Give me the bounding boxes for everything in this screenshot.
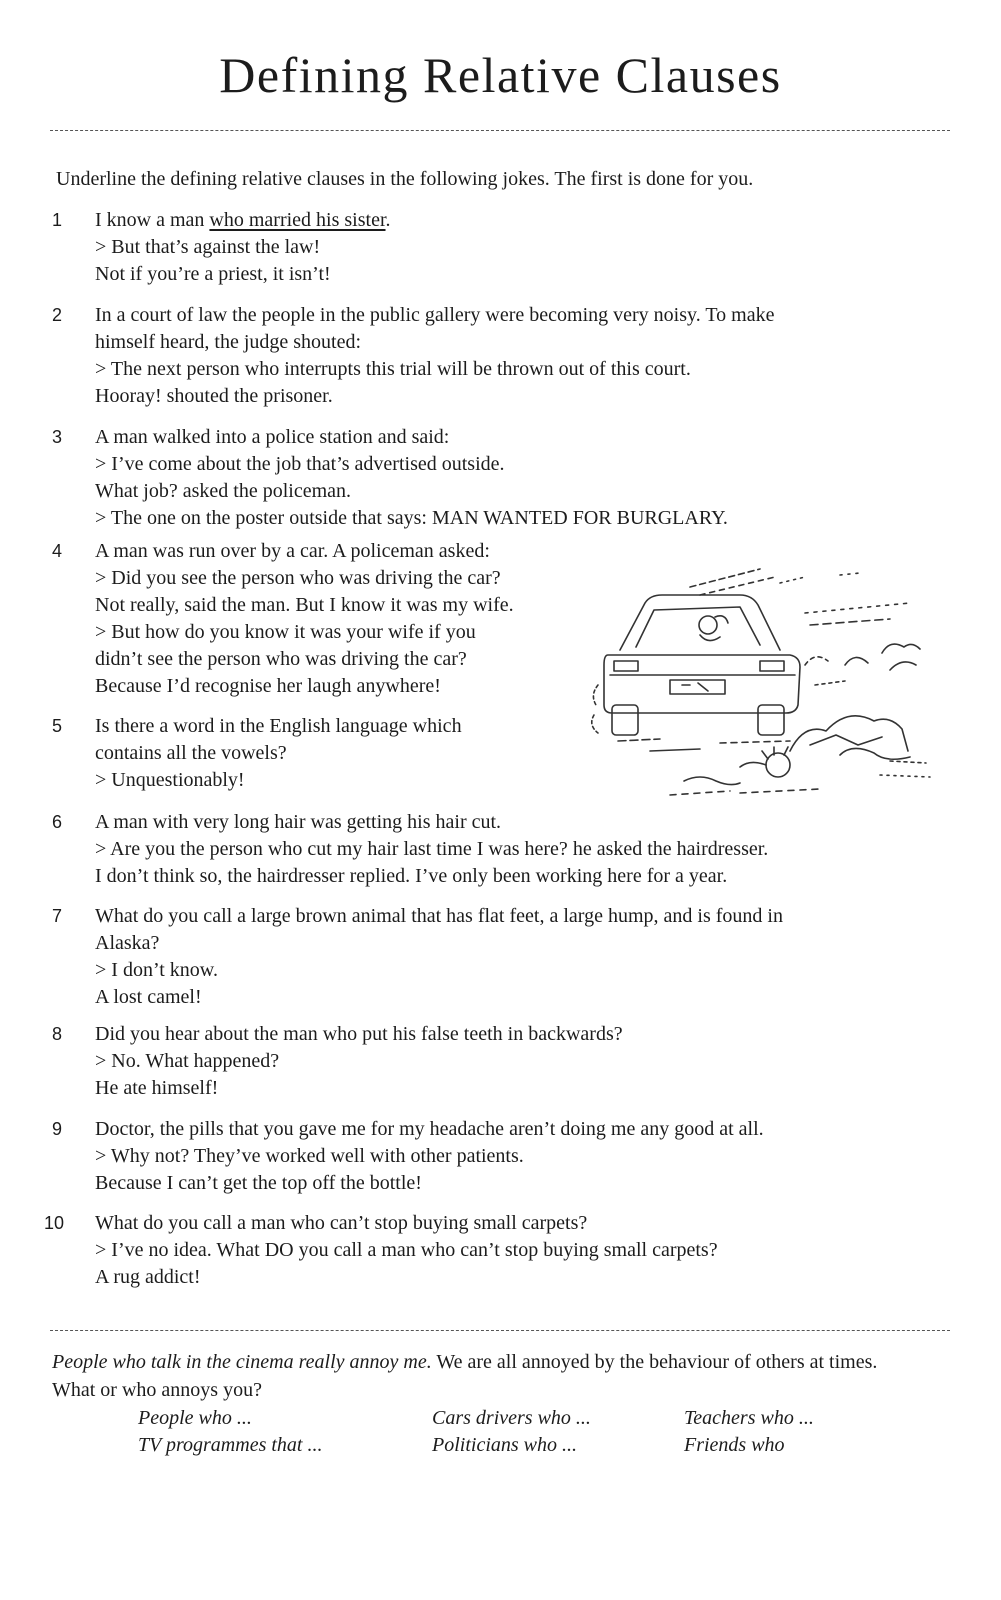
joke-line: > I’ve come about the job that’s advertised outside. — [95, 453, 505, 475]
prompt-friends: Friends who — [684, 1434, 785, 1456]
joke-line: What job? asked the policeman. — [95, 480, 352, 502]
joke-line: I don’t think so, the hairdresser replied. I’ve only been working here for a year. — [95, 865, 728, 887]
joke-line: > Did you see the person who was driving the car? — [95, 567, 501, 589]
prompt-car-drivers: Cars drivers who ... — [432, 1407, 591, 1429]
joke-number: 7 — [52, 906, 63, 926]
joke-line: A man was run over by a car. A policeman asked: — [95, 540, 490, 562]
joke-line: > The one on the poster outside that says: MAN WANTED FOR BURGLARY. — [95, 507, 728, 529]
joke-line: Not really, said the man. But I know it was my wife. — [95, 594, 514, 616]
joke-line: Doctor, the pills that you gave me for my headache aren’t doing me any good at all. — [95, 1118, 764, 1140]
joke-line: > I don’t know. — [95, 959, 218, 981]
joke-line: A lost camel! — [95, 986, 202, 1008]
top-divider — [50, 130, 950, 131]
joke-line: > Are you the person who cut my hair last time I was here? he asked the hairdresser. — [95, 838, 769, 860]
bottom-divider — [50, 1330, 950, 1331]
underlined-clause: who married his sister — [209, 209, 386, 231]
joke-line: Because I’d recognise her laugh anywhere! — [95, 675, 441, 697]
joke-line: > I’ve no idea. What DO you call a man who can’t stop buying small carpets? — [95, 1239, 718, 1261]
joke-number: 9 — [52, 1119, 63, 1139]
joke-line: A man with very long hair was getting his hair cut. — [95, 811, 502, 833]
joke-line: In a court of law the people in the public gallery were becoming very noisy. To make — [95, 304, 775, 326]
joke-line: I know a man who married his sister. — [95, 209, 391, 231]
joke-line: Hooray! shouted the prisoner. — [95, 385, 333, 407]
joke-line: A rug addict! — [95, 1266, 201, 1288]
joke-number: 3 — [52, 427, 63, 447]
joke-line: himself heard, the judge shouted: — [95, 331, 362, 353]
instruction: Underline the defining relative clauses in the following jokes. The first is done for you. — [56, 168, 754, 190]
joke-number: 6 — [52, 812, 63, 832]
joke-line: A man walked into a police station and said: — [95, 426, 450, 448]
joke-line: > Why not? They’ve worked well with other patients. — [95, 1145, 524, 1167]
joke-line: What do you call a man who can’t stop buying small carpets? — [95, 1212, 588, 1234]
joke-line: > But how do you know it was your wife if you — [95, 621, 476, 643]
joke-number: 5 — [52, 716, 63, 736]
joke-number: 4 — [52, 541, 63, 561]
prompt-teachers: Teachers who ... — [684, 1407, 814, 1429]
joke-line: > Unquestionably! — [95, 769, 245, 791]
joke-line: Because I can’t get the top off the bottle! — [95, 1172, 422, 1194]
joke-number: 2 — [52, 305, 63, 325]
prompt-politicians: Politicians who ... — [432, 1434, 577, 1456]
joke-line: > The next person who interrupts this trial will be thrown out of this court. — [95, 358, 691, 380]
car-illustration — [590, 555, 940, 800]
joke-line: What do you call a large brown animal that has flat feet, a large hump, and is found in — [95, 905, 783, 927]
discussion-prompt — [52, 1348, 912, 1404]
joke-line: Alaska? — [95, 932, 160, 954]
joke-number: 1 — [52, 210, 63, 230]
joke-number: 10 — [44, 1213, 65, 1233]
joke-number: 8 — [52, 1024, 63, 1044]
example-sentence: People who talk in the cinema really annoy me. — [52, 1351, 432, 1373]
joke-line: He ate himself! — [95, 1077, 219, 1099]
joke-line: Is there a word in the English language which — [95, 715, 462, 737]
prompt-people: People who ... — [138, 1407, 252, 1429]
joke-line: didn’t see the person who was driving the car? — [95, 648, 467, 670]
joke-line: contains all the vowels? — [95, 742, 287, 764]
joke-line: > No. What happened? — [95, 1050, 280, 1072]
joke-line: Not if you’re a priest, it isn’t! — [95, 263, 331, 285]
prompt-tv-programmes: TV programmes that ... — [138, 1434, 323, 1456]
joke-line: Did you hear about the man who put his false teeth in backwards? — [95, 1023, 623, 1045]
joke-line: > But that’s against the law! — [95, 236, 321, 258]
discussion-text: We are all annoyed by the behaviour of others at times. What or who annoys you? — [52, 1351, 878, 1401]
page-title: Defining Relative Clauses — [219, 47, 782, 103]
